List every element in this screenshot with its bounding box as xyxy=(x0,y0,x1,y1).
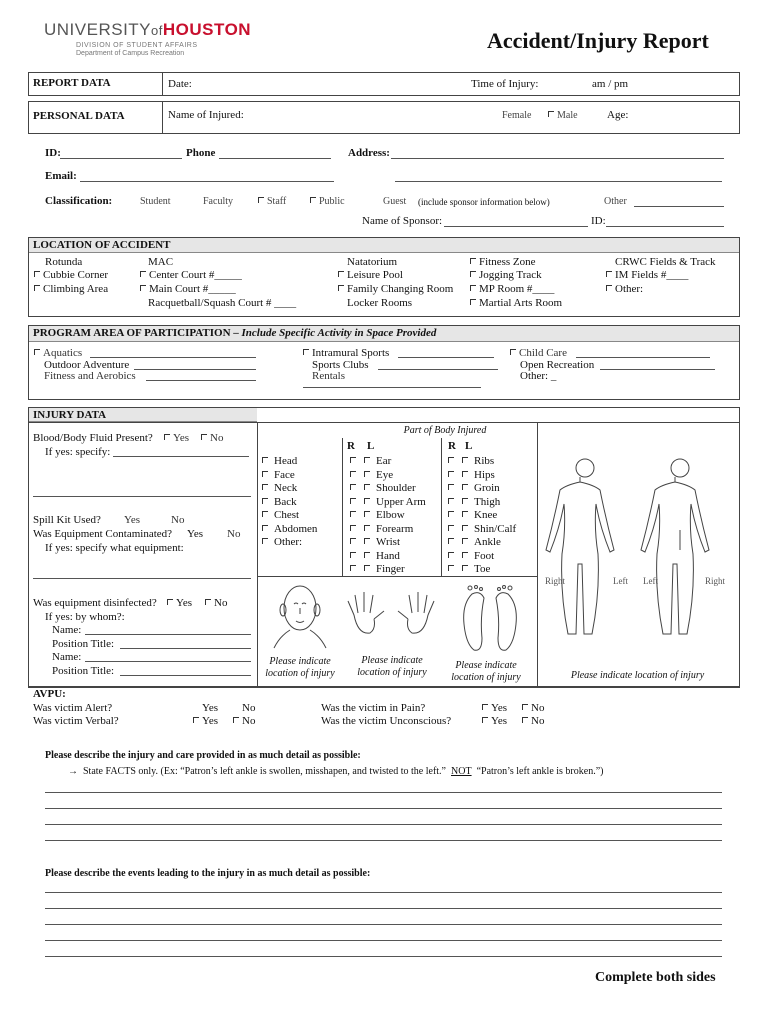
logo-houston: HOUSTON xyxy=(162,20,252,39)
checkbox-icon xyxy=(193,717,199,723)
checkbox-icon xyxy=(462,538,468,544)
loc-rotunda[interactable]: Rotunda xyxy=(45,256,83,268)
verbal-no[interactable]: No xyxy=(233,715,255,727)
if-yes-whom: If yes: by whom?: xyxy=(45,611,125,623)
checkbox-icon xyxy=(448,511,454,517)
prog-fitness-field[interactable] xyxy=(146,380,256,381)
name2-field[interactable] xyxy=(85,661,251,662)
feet-diagram-icon xyxy=(450,582,530,654)
checkbox-icon xyxy=(262,471,268,477)
checkbox-icon xyxy=(462,565,468,571)
body-part-item[interactable]: Face xyxy=(262,469,295,481)
loc-jogging[interactable]: Jogging Track xyxy=(470,269,542,281)
checkbox-icon xyxy=(303,349,309,355)
pain-yes[interactable]: Yes xyxy=(482,702,507,714)
checkbox-icon xyxy=(233,717,239,723)
body-part-item[interactable]: Ear xyxy=(350,455,391,467)
checkbox-icon xyxy=(364,484,370,490)
checkbox-icon xyxy=(350,471,356,477)
avpu-pain: Was the victim in Pain? xyxy=(321,702,426,714)
address-label: Address: xyxy=(348,147,390,159)
checkbox-icon xyxy=(350,457,356,463)
checkbox-icon xyxy=(448,498,454,504)
loc-mac[interactable]: MAC xyxy=(148,256,174,268)
equipment-field[interactable] xyxy=(33,578,251,579)
checkbox-icon xyxy=(34,271,40,277)
facts-note: → State FACTS only. (Ex: “Patron’s left ankle is swollen, misshapen, and twisted to the left.” NOT “Patron’s left ankle is broken.”) xyxy=(68,766,604,777)
col3-r: R xyxy=(448,440,456,452)
unconscious-yes[interactable]: Yes xyxy=(482,715,507,727)
address-field-2[interactable] xyxy=(395,181,722,182)
checkbox-icon xyxy=(350,511,356,517)
class-faculty[interactable]: Faculty xyxy=(203,196,233,207)
checkbox-icon xyxy=(201,434,207,440)
body-part-item[interactable]: Head xyxy=(262,455,297,467)
injury-describe-title: Please describe the injury and care provided in as much detail as possible: xyxy=(45,750,361,761)
if-yes-equipment: If yes: specify what equipment: xyxy=(45,542,184,554)
fig-right-label: Right xyxy=(545,576,566,586)
spill-no[interactable]: No xyxy=(171,514,185,526)
arrow-right-icon: → xyxy=(68,766,78,777)
injury-divider xyxy=(257,422,258,687)
loc-fitness-zone[interactable]: Fitness Zone xyxy=(470,256,536,268)
checkbox-icon xyxy=(448,565,454,571)
checkbox-icon xyxy=(262,525,268,531)
alert-yes[interactable]: Yes xyxy=(202,702,219,714)
personal-data-label: PERSONAL DATA xyxy=(29,102,163,133)
loc-martial-arts[interactable]: Martial Arts Room xyxy=(470,297,562,309)
specify-field-2[interactable] xyxy=(33,496,251,497)
disinfected-yes[interactable]: Yes xyxy=(167,597,192,609)
body-col-divider-2 xyxy=(441,438,442,576)
checkbox-icon xyxy=(262,511,268,517)
prog-aquatics-field[interactable] xyxy=(90,357,256,358)
body-col-divider-1 xyxy=(342,438,343,576)
checkbox-icon xyxy=(350,525,356,531)
checkbox-icon xyxy=(34,349,40,355)
body-part-item[interactable]: Chest xyxy=(262,509,299,521)
checkbox-icon xyxy=(350,565,356,571)
specify-field[interactable] xyxy=(113,456,249,457)
ampm-label: am / pm xyxy=(592,78,629,90)
body-title: Part of Body Injured xyxy=(403,425,487,436)
writing-line[interactable] xyxy=(45,940,722,941)
body-part-item[interactable]: Toe xyxy=(448,563,490,575)
pain-no[interactable]: No xyxy=(522,702,544,714)
location-title: LOCATION OF ACCIDENT xyxy=(29,238,739,253)
id-label: ID: xyxy=(45,147,61,159)
if-yes-specify: If yes: specify: xyxy=(45,446,111,458)
body-part-item[interactable]: Hips xyxy=(448,469,495,481)
prog-open-rec[interactable]: Open Recreation xyxy=(520,359,595,371)
checkbox-icon xyxy=(448,538,454,544)
writing-line[interactable] xyxy=(45,808,722,809)
checkbox-icon xyxy=(350,484,356,490)
prog-open-rec-field[interactable] xyxy=(600,369,715,370)
body-part-item[interactable]: Forearm xyxy=(350,523,413,535)
checkbox-icon xyxy=(338,271,344,277)
name1-field[interactable] xyxy=(85,634,251,635)
equip-no[interactable]: No xyxy=(227,528,241,540)
body-part-item[interactable]: Wrist xyxy=(350,536,400,548)
body-part-item[interactable]: Shoulder xyxy=(350,482,416,494)
body-part-item[interactable]: Eye xyxy=(350,469,393,481)
sponsor-field[interactable] xyxy=(444,226,588,227)
loc-climbing[interactable]: Climbing Area xyxy=(34,283,108,295)
body-col-divider-3 xyxy=(537,422,538,687)
checkbox-icon xyxy=(364,511,370,517)
logo-department: Department of Campus Recreation xyxy=(76,50,185,57)
blood-yes[interactable]: Yes xyxy=(164,432,189,444)
checkbox-icon xyxy=(350,538,356,544)
phone-label: Phone xyxy=(186,147,216,159)
checkbox-icon xyxy=(510,349,516,355)
checkbox-icon xyxy=(364,565,370,571)
spill-yes[interactable]: Yes xyxy=(124,514,141,526)
body-part-item[interactable]: Knee xyxy=(448,509,497,521)
checkbox-icon xyxy=(262,484,268,490)
checkbox-icon xyxy=(338,285,344,291)
checkbox-icon xyxy=(462,511,468,517)
head-indicate: Please indicate location of injury xyxy=(265,656,335,679)
avpu-alert: Was victim Alert? xyxy=(33,702,113,714)
body-part-item[interactable]: Finger xyxy=(350,563,405,575)
col3-l: L xyxy=(465,440,473,452)
checkbox-icon xyxy=(606,271,612,277)
body-row-line xyxy=(257,576,537,577)
footer-note: Complete both sides xyxy=(595,970,716,985)
checkbox-icon xyxy=(350,552,356,558)
loc-center-court[interactable]: Center Court #_____ xyxy=(140,269,242,281)
position2-field[interactable] xyxy=(120,675,251,676)
checkbox-icon xyxy=(470,271,476,277)
checkbox-icon xyxy=(470,299,476,305)
prog-child-care-field[interactable] xyxy=(576,357,710,358)
loc-locker-rooms[interactable]: Locker Rooms xyxy=(347,297,413,309)
logo-division: DIVISION OF STUDENT AFFAIRS xyxy=(76,42,198,49)
checkbox-icon xyxy=(364,498,370,504)
body-part-item[interactable]: Upper Arm xyxy=(350,496,426,508)
position2-label: Position Title: xyxy=(52,665,115,677)
checkbox-icon xyxy=(522,717,528,723)
id-field[interactable] xyxy=(60,158,182,159)
checkbox-icon xyxy=(462,552,468,558)
writing-line[interactable] xyxy=(45,924,722,925)
checkbox-icon xyxy=(462,457,468,463)
loc-im-fields[interactable]: IM Fields #____ xyxy=(606,269,688,281)
unconscious-no[interactable]: No xyxy=(522,715,544,727)
checkbox-icon xyxy=(164,434,170,440)
email-label: Email: xyxy=(45,170,77,182)
loc-mp-room[interactable]: MP Room #____ xyxy=(470,283,554,295)
checkbox-icon xyxy=(482,717,488,723)
disinfected-no[interactable]: No xyxy=(205,597,227,609)
address-field[interactable] xyxy=(391,158,724,159)
class-other[interactable]: Other xyxy=(604,196,627,207)
body-part-item[interactable]: Ribs xyxy=(448,455,494,467)
checkbox-icon xyxy=(462,471,468,477)
writing-line[interactable] xyxy=(45,824,722,825)
sponsor-id-label: ID: xyxy=(591,215,606,227)
writing-line[interactable] xyxy=(45,956,722,957)
verbal-yes[interactable]: Yes xyxy=(193,715,218,727)
checkbox-icon xyxy=(482,704,488,710)
checkbox-icon xyxy=(310,197,316,203)
checkbox-icon xyxy=(140,285,146,291)
checkbox-icon xyxy=(140,271,146,277)
class-guest[interactable]: Guest xyxy=(383,196,407,207)
email-field[interactable] xyxy=(80,181,334,182)
events-describe-title: Please describe the events leading to the injury in as much detail as possible: xyxy=(45,868,371,879)
equip-contaminated-label: Was Equipment Contaminated? xyxy=(33,528,173,540)
date-label: Date: xyxy=(168,78,192,90)
checkbox-icon xyxy=(606,285,612,291)
checkbox-icon xyxy=(262,538,268,544)
checkbox-icon xyxy=(167,599,173,605)
checkbox-icon xyxy=(462,525,468,531)
alert-no[interactable]: No xyxy=(242,702,256,714)
class-public[interactable]: Public xyxy=(310,196,345,207)
checkbox-icon xyxy=(34,285,40,291)
male-option[interactable]: Male xyxy=(548,110,578,121)
classification-label: Classification: xyxy=(45,195,113,207)
injury-header-line xyxy=(29,422,739,423)
body-part-item[interactable]: Elbow xyxy=(350,509,405,521)
checkbox-icon xyxy=(470,258,476,264)
logo-university: UNIVERSITY xyxy=(44,20,152,39)
university-logo xyxy=(44,20,251,57)
name2-label: Name: xyxy=(52,651,82,663)
checkbox-icon xyxy=(448,525,454,531)
prog-child-care[interactable]: Child Care xyxy=(510,347,567,359)
body-part-item[interactable]: Neck xyxy=(262,482,297,494)
fig-left-label: Left xyxy=(613,576,628,586)
guest-note: (include sponsor information below) xyxy=(418,197,550,207)
writing-line[interactable] xyxy=(45,892,722,893)
sponsor-id-field[interactable] xyxy=(606,226,724,227)
body-part-item[interactable]: Other: xyxy=(262,536,302,548)
prog-intramural[interactable]: Intramural Sports xyxy=(303,347,389,359)
checkbox-icon xyxy=(262,498,268,504)
avpu-unconscious: Was the victim Unconscious? xyxy=(321,715,452,727)
checkbox-icon xyxy=(364,538,370,544)
prog-fitness[interactable]: Fitness and Aerobics xyxy=(44,370,136,382)
loc-cubbie[interactable]: Cubbie Corner xyxy=(34,269,108,281)
name-label: Name of Injured: xyxy=(168,109,244,121)
hands-indicate: Please indicate location of injury xyxy=(357,655,427,678)
checkbox-icon xyxy=(448,457,454,463)
fig-right2-label: Right xyxy=(705,576,726,586)
phone-field[interactable] xyxy=(219,158,331,159)
checkbox-icon xyxy=(364,471,370,477)
logo-of: of xyxy=(151,23,163,38)
loc-leisure-pool[interactable]: Leisure Pool xyxy=(338,269,403,281)
prog-outdoor[interactable]: Outdoor Adventure xyxy=(44,359,130,371)
checkbox-icon xyxy=(548,111,554,117)
checkbox-icon xyxy=(350,498,356,504)
checkbox-icon xyxy=(462,498,468,504)
checkbox-icon xyxy=(448,484,454,490)
body-part-item[interactable]: Foot xyxy=(448,550,494,562)
head-diagram-icon xyxy=(272,578,328,650)
blood-no[interactable]: No xyxy=(201,432,223,444)
col2-l: L xyxy=(367,440,375,452)
loc-main-court[interactable]: Main Court #_____ xyxy=(140,283,236,295)
hands-diagram-icon xyxy=(344,585,438,645)
report-data-label: REPORT DATA xyxy=(29,73,163,95)
prog-other[interactable]: Other: _ xyxy=(520,370,557,382)
class-student[interactable]: Student xyxy=(140,196,171,207)
age-label: Age: xyxy=(607,109,629,121)
writing-line[interactable] xyxy=(45,840,722,841)
checkbox-icon xyxy=(258,197,264,203)
checkbox-icon xyxy=(522,704,528,710)
avpu-title: AVPU: xyxy=(33,688,66,700)
checkbox-icon xyxy=(262,457,268,463)
prog-aquatics[interactable]: Aquatics xyxy=(34,347,82,359)
sponsor-label: Name of Sponsor: xyxy=(362,215,443,227)
checkbox-icon xyxy=(448,552,454,558)
prog-outdoor-field[interactable] xyxy=(134,369,256,370)
class-staff[interactable]: Staff xyxy=(258,196,286,207)
prog-sports-clubs[interactable]: Sports Clubs xyxy=(312,359,369,371)
body-part-item[interactable]: Groin xyxy=(448,482,500,494)
position1-label: Position Title: xyxy=(52,638,115,650)
writing-line[interactable] xyxy=(45,908,722,909)
avpu-top-line xyxy=(28,687,740,688)
body-part-item[interactable]: Hand xyxy=(350,550,400,562)
program-title: PROGRAM AREA OF PARTICIPATION – Include Specific Activity in Space Provided xyxy=(29,326,739,342)
col2-r: R xyxy=(347,440,355,452)
loc-natatorium[interactable]: Natatorium xyxy=(347,256,398,268)
checkbox-icon xyxy=(205,599,211,605)
body-figures-icon xyxy=(540,450,730,660)
blood-label: Blood/Body Fluid Present? xyxy=(33,432,153,444)
position1-field[interactable] xyxy=(120,648,251,649)
page-title: Accident/Injury Report xyxy=(487,28,709,53)
name1-label: Name: xyxy=(52,624,82,636)
equip-yes[interactable]: Yes xyxy=(187,528,204,540)
body-part-item[interactable]: Thigh xyxy=(448,496,500,508)
prog-rentals[interactable]: Rentals xyxy=(312,370,345,382)
prog-rentals-field[interactable] xyxy=(303,387,481,388)
fig-left2-label: Left xyxy=(643,576,658,586)
time-label: Time of Injury: xyxy=(471,78,539,90)
other-field[interactable] xyxy=(634,206,724,207)
loc-crwc-fields[interactable]: CRWC Fields & Track xyxy=(615,256,716,268)
body-indicate: Please indicate location of injury xyxy=(570,670,705,681)
checkbox-icon xyxy=(364,552,370,558)
checkbox-icon xyxy=(470,285,476,291)
prog-intramural-field[interactable] xyxy=(398,357,494,358)
body-part-item[interactable]: Back xyxy=(262,496,297,508)
avpu-verbal: Was victim Verbal? xyxy=(33,715,119,727)
checkbox-icon xyxy=(364,525,370,531)
female-option[interactable]: Female xyxy=(502,110,532,121)
writing-line[interactable] xyxy=(45,792,722,793)
checkbox-icon xyxy=(364,457,370,463)
spill-kit-label: Spill Kit Used? xyxy=(33,514,101,526)
checkbox-icon xyxy=(462,484,468,490)
loc-other[interactable]: Other: xyxy=(606,283,643,295)
body-part-item[interactable]: Shin/Calf xyxy=(448,523,516,535)
loc-racquetball[interactable]: Racquetball/Squash Court # ____ xyxy=(148,297,297,309)
checkbox-icon xyxy=(448,471,454,477)
body-part-item[interactable]: Ankle xyxy=(448,536,501,548)
prog-sports-clubs-field[interactable] xyxy=(378,369,498,370)
equip-disinfected-label: Was equipment disinfected? xyxy=(33,597,157,609)
injury-title: INJURY DATA xyxy=(29,408,257,422)
feet-indicate: Please indicate location of injury xyxy=(451,660,521,683)
body-part-item[interactable]: Abdomen xyxy=(262,523,317,535)
loc-family-changing[interactable]: Family Changing Room xyxy=(338,283,453,295)
